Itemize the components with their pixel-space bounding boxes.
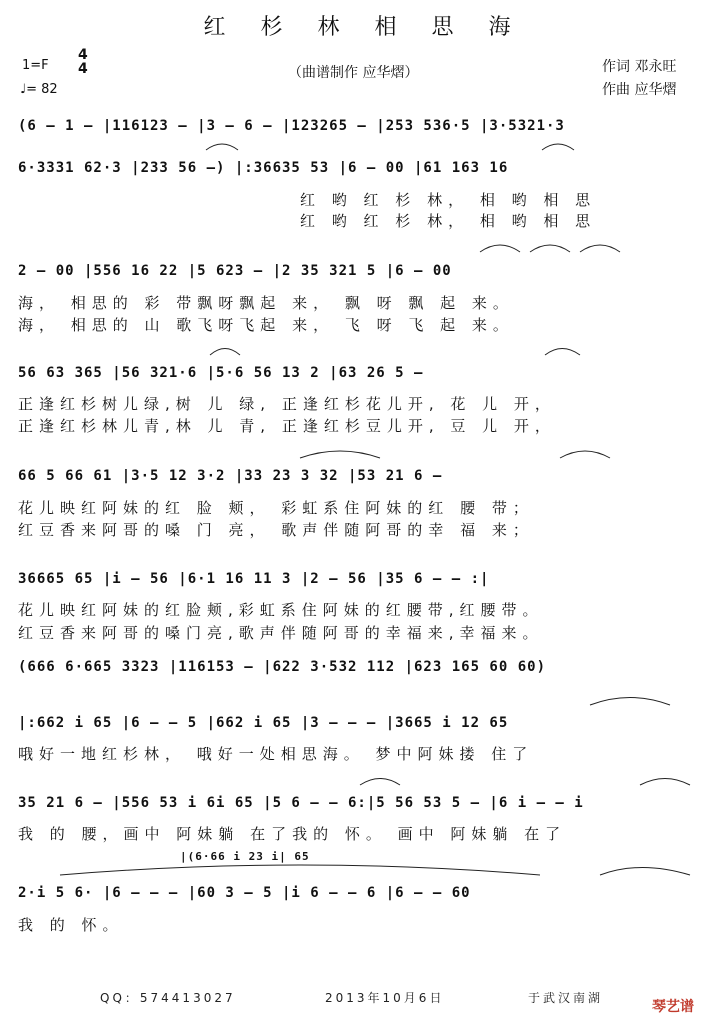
slur <box>560 451 610 458</box>
meter-bottom: 4 <box>78 61 88 77</box>
lyric-line: 红豆香来阿哥的嗓门亮,歌声伴随阿哥的幸福来,幸福来。 <box>18 624 544 642</box>
score-row: 35 21 6 – |556 53 i 6i 65 |5 6 – – 6:|5 56 53 5 – |6 i – – i <box>18 795 584 811</box>
lyric-line: 红豆香来阿哥的嗓 门 亮， 歌声伴随阿哥的幸 福 来； <box>18 521 534 539</box>
lyricist: 作词 邓永旺 <box>602 59 677 75</box>
lyric-line: 海， 相思的 山 歌飞呀飞起 来， 飞 呀 飞 起 来。 <box>18 316 514 334</box>
slur <box>206 144 238 150</box>
brand-watermark: 琴艺谱 <box>652 999 694 1015</box>
slur <box>580 245 620 252</box>
lyric-line: 哦好一地红杉林， 哦好一处相思海。 梦中阿妹搂 住了 <box>18 745 534 763</box>
slur <box>60 865 540 875</box>
ossia-line: |(6·66 i 23 i| 65 <box>180 850 310 863</box>
slur <box>542 144 574 150</box>
slur <box>640 779 690 786</box>
arranger-credit: （曲谱制作 应华熠） <box>288 65 419 81</box>
slur <box>300 451 380 458</box>
score-row: (6 – 1 – |116123 – |3 – 6 – |123265 – |253 536·5 |3·5321·3 <box>18 118 565 134</box>
lyric-line: 正逢红杉树儿绿,树 儿 绿, 正逢红杉花儿开, 花 儿 开， <box>18 395 556 413</box>
lyric-line: 我 的 腰，画中 阿妹躺 在了我的 怀。 画中 阿妹躺 在了 <box>18 825 567 843</box>
meter-top: 4 <box>78 47 88 63</box>
slur <box>210 349 240 356</box>
footer-qq: QQ：574413027 <box>100 991 236 1005</box>
score-row: 2 – 00 |556 16 22 |5 623 – |2 35 321 5 |6 – 00 <box>18 263 452 279</box>
slur <box>530 245 570 252</box>
lyric-line: 正逢红杉林儿青,林 儿 青, 正逢红杉豆儿开, 豆 儿 开， <box>18 417 556 435</box>
slur <box>360 779 400 786</box>
score-row: (666 6·665 3323 |116153 – |622 3·532 112 |623 165 60 60) <box>18 659 547 675</box>
score-row: 6·3331 62·3 |233 56 –) |:36635 53 |6 – 00 |61 163 16 <box>18 160 509 176</box>
slur <box>545 349 580 356</box>
lyric-line: 海， 相思的 彩 带飘呀飘起 来， 飘 呀 飘 起 来。 <box>18 294 514 312</box>
slur <box>590 698 670 706</box>
footer-date: 2013年10月6日 <box>325 991 445 1005</box>
score-row: 2·i 5 6· |6 – – – |60 3 – 5 |i 6 – – 6 |6 – – 60 <box>18 885 471 901</box>
lyric-line: 红 哟 红 杉 林， 相 哟 相 思 <box>300 212 597 230</box>
slur <box>480 245 520 252</box>
song-title: 红 杉 林 相 思 海 <box>203 15 525 40</box>
key-signature: 1=F <box>22 58 49 73</box>
score-row: 56 63 365 |56 321·6 |5·6 56 13 2 |63 26 5 – <box>18 365 424 381</box>
lyric-line: 花儿映红阿妹的红脸颊,彩虹系住阿妹的红腰带,红腰带。 <box>18 601 544 619</box>
lyric-line: 红 哟 红 杉 林， 相 哟 相 思 <box>300 191 597 209</box>
lyric-line: 花儿映红阿妹的红 脸 颊， 彩虹系住阿妹的红 腰 带； <box>18 499 534 517</box>
composer: 作曲 应华熠 <box>602 82 677 98</box>
score-row: |:662 i 65 |6 – – 5 |662 i 65 |3 – – – |3665 i 12 65 <box>18 715 509 731</box>
footer-place: 于武汉南湖 <box>528 991 604 1005</box>
score-row: 36665 65 |i – 56 |6·1 16 11 3 |2 – 56 |35 6 – – :| <box>18 571 490 587</box>
score-row: 66 5 66 61 |3·5 12 3·2 |33 23 3 32 |53 21 6 – <box>18 468 443 484</box>
lyric-line: 我 的 怀。 <box>18 916 124 934</box>
slur <box>600 868 690 876</box>
tempo-marking: ♩= 82 <box>20 82 58 97</box>
